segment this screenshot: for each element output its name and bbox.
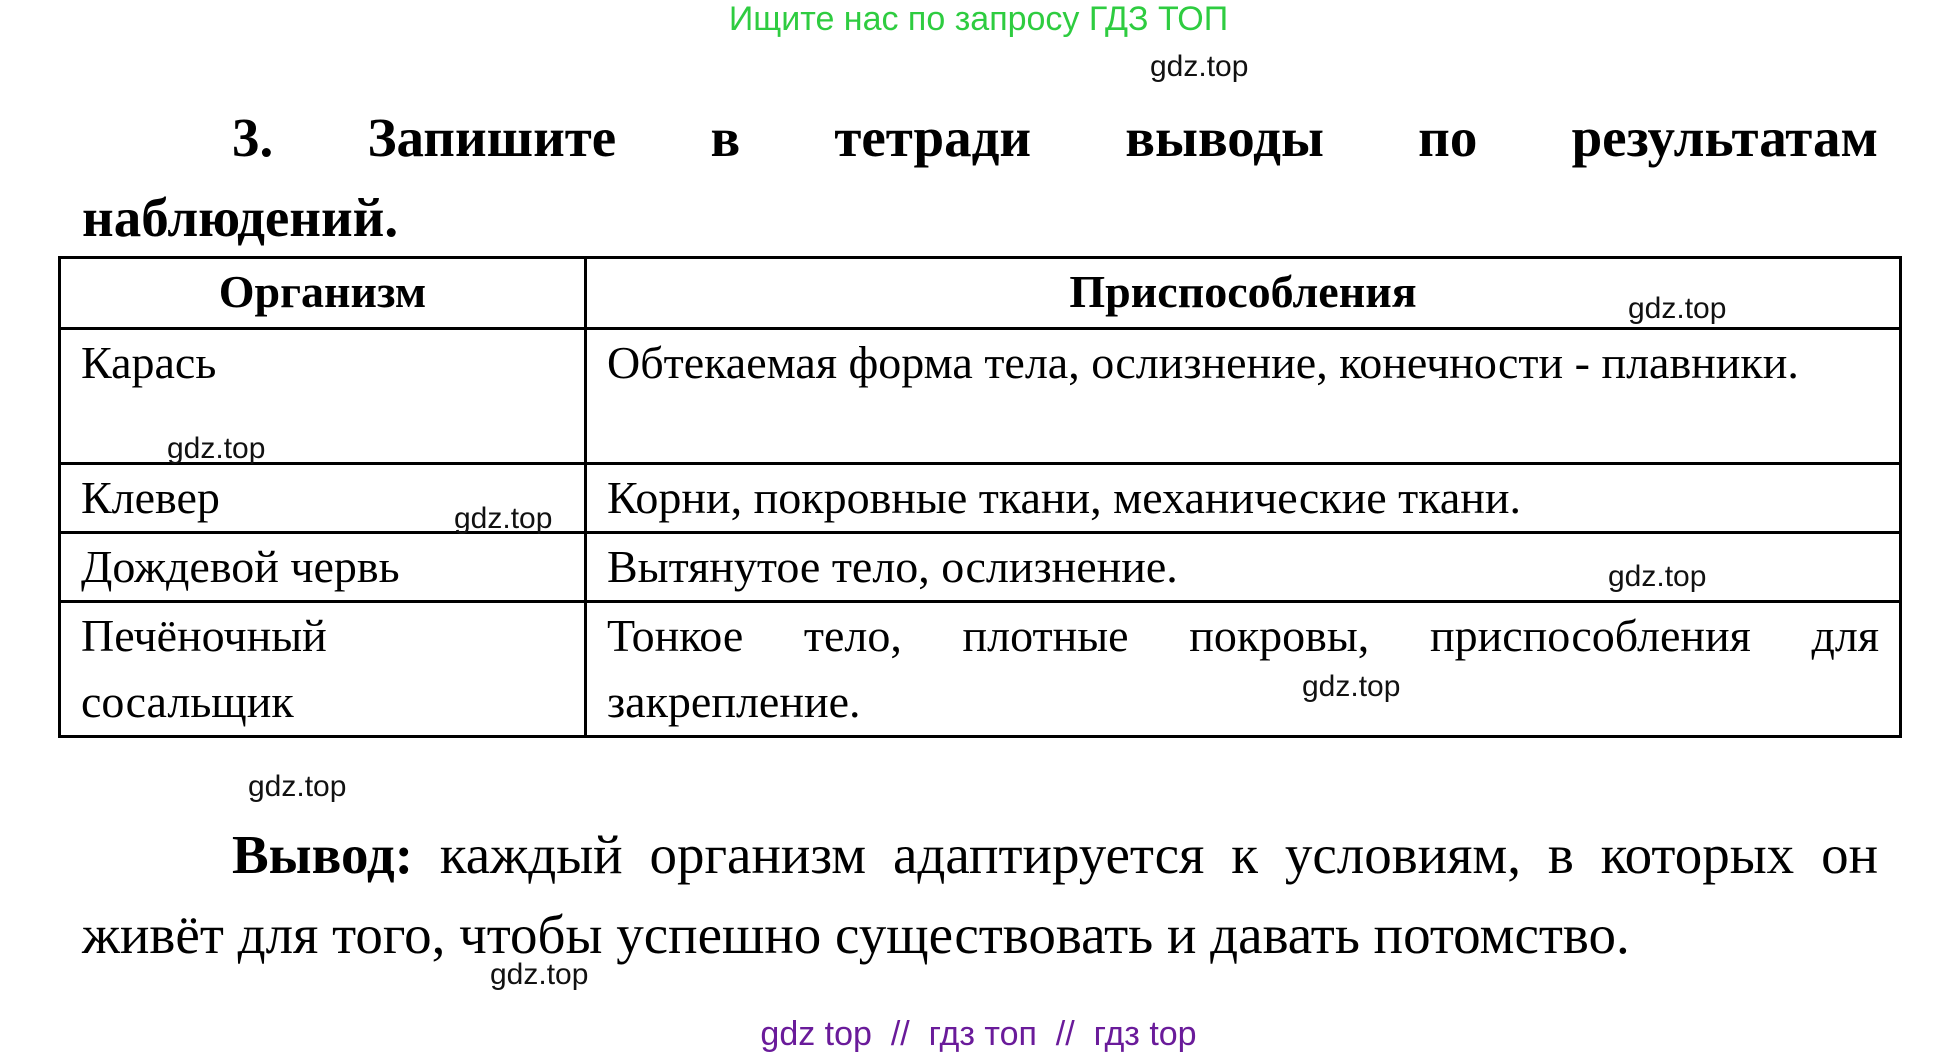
conclusion-text: каждый организм адаптируется к условиям, в которых он живёт для того, чтобы успешно существовать и давать потомство. <box>82 824 1879 965</box>
watermark: gdz.top <box>248 770 347 803</box>
organism-cell: Карась <box>60 329 586 464</box>
task-word: выводы <box>1125 107 1324 168</box>
adaptation-cell: Корни, покровные ткани, механические ткани. <box>586 464 1901 533</box>
task-heading-line2: наблюдений. <box>82 187 399 248</box>
watermark: gdz.top <box>1302 670 1401 703</box>
task-word: результатам <box>1571 107 1878 168</box>
organism-cell: Дождевой червь <box>60 533 586 602</box>
table-row <box>60 602 1901 737</box>
task-word: Запишите <box>367 107 617 168</box>
adaptation-cell: Тонкое тело, плотные покровы, приспособления для закрепление. <box>586 602 1901 737</box>
adaptation-cell: Вытянутое тело, ослизнение. <box>586 533 1901 602</box>
watermark: gdz.top <box>454 502 553 535</box>
table-header-row <box>60 258 1901 329</box>
adaptations-table <box>58 256 1902 738</box>
task-word: в <box>710 107 741 168</box>
task-heading-line1 <box>82 98 1878 178</box>
watermark: gdz.top <box>1608 560 1707 593</box>
footer-links: gdz top // гдз топ // гдз top <box>760 1015 1197 1053</box>
table-row <box>60 464 1901 533</box>
watermark: gdz.top <box>167 432 266 465</box>
header-adaptations: Приспособления <box>586 258 1901 329</box>
top-banner: Ищите нас по запросу ГДЗ ТОП <box>728 0 1229 38</box>
watermark: gdz.top <box>1628 292 1727 325</box>
header-organism: Организм <box>60 258 586 329</box>
watermark: gdz.top <box>1150 50 1249 83</box>
organism-cell: Клевер <box>60 464 586 533</box>
conclusion-label: Вывод: <box>232 824 414 885</box>
task-word: тетради <box>834 107 1032 168</box>
conclusion <box>82 815 1878 975</box>
task-word: по <box>1418 107 1478 168</box>
watermark: gdz.top <box>490 958 589 991</box>
task-heading <box>82 98 1878 258</box>
organism-cell: Печёночный сосальщик <box>60 602 586 737</box>
table-row <box>60 329 1901 464</box>
adaptation-cell: Обтекаемая форма тела, ослизнение, конечности - плавники. <box>586 329 1901 464</box>
task-number: 3. <box>232 107 274 168</box>
